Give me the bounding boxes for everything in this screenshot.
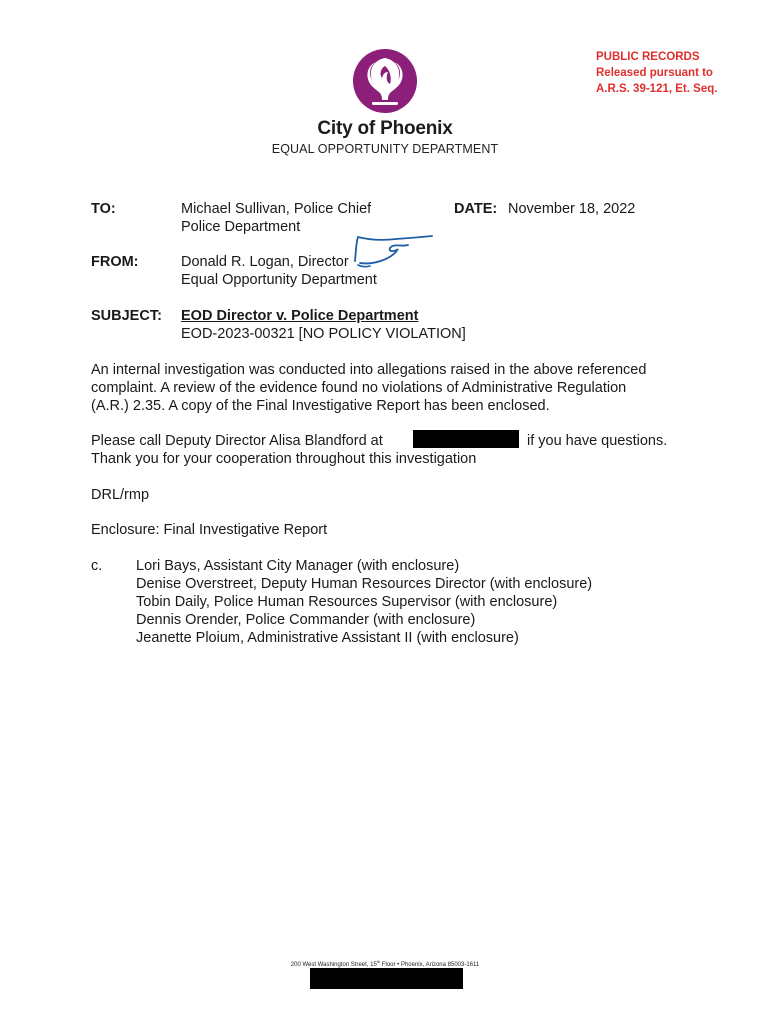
footer-address-sup: th — [376, 959, 381, 964]
footer-address-pre: 200 West Washington Street, 15 — [290, 962, 377, 968]
cc-recipient: Lori Bays, Assistant City Manager (with enclosure) — [136, 558, 460, 574]
cc-recipient: Tobin Daily, Police Human Resources Supervisor (with enclosure) — [136, 594, 558, 610]
from-name: Donald R. Logan, Director — [181, 254, 349, 270]
body-paragraph-1 — [91, 361, 691, 415]
footer-address — [0, 959, 770, 968]
stamp-line-3: A.R.S. 39-121, Et. Seq. — [596, 83, 718, 95]
para2-before: Please call Deputy Director Alisa Blandford at — [91, 433, 383, 449]
subject-title: EOD Director v. Police Department — [181, 308, 419, 324]
date-label: DATE: — [454, 201, 498, 217]
cc-recipient: Jeanette Ploium, Administrative Assistant II (with enclosure) — [136, 630, 519, 646]
from-label: FROM: — [91, 254, 139, 270]
para2-after: if you have questions. — [527, 433, 668, 449]
typist-initials: DRL/rmp — [91, 487, 150, 503]
subject-label: SUBJECT: — [91, 308, 162, 324]
signature-initials-icon — [352, 229, 436, 271]
redacted-phone-number — [413, 430, 519, 448]
to-department: Police Department — [181, 219, 301, 235]
public-records-stamp — [596, 49, 717, 97]
para2-line-2: Thank you for your cooperation throughout this investigation — [91, 451, 477, 467]
stamp-line-2: Released pursuant to — [596, 67, 713, 79]
redacted-footer-block — [310, 968, 463, 989]
cc-recipient: Dennis Orender, Police Commander (with enclosure) — [136, 612, 476, 628]
to-label: TO: — [91, 201, 116, 217]
phoenix-bird-logo-icon — [352, 48, 418, 114]
para1-line-1: An internal investigation was conducted into allegations raised in the above referenced — [91, 362, 647, 378]
date-value: November 18, 2022 — [508, 201, 636, 217]
cc-list — [136, 557, 592, 647]
department-name: EQUAL OPPORTUNITY DEPARTMENT — [271, 142, 499, 156]
from-department: Equal Opportunity Department — [181, 272, 377, 288]
city-name: City of Phoenix — [317, 118, 453, 139]
to-name: Michael Sullivan, Police Chief — [181, 201, 372, 217]
cc-label: c. — [91, 558, 103, 574]
subject-case-number: EOD-2023-00321 [NO POLICY VIOLATION] — [181, 326, 466, 342]
enclosure-line: Enclosure: Final Investigative Report — [91, 522, 328, 538]
stamp-line-1: PUBLIC RECORDS — [596, 51, 700, 63]
para1-line-2: complaint. A review of the evidence found no violations of Administrative Regulation — [91, 380, 627, 396]
para1-line-3: (A.R.) 2.35. A copy of the Final Investigative Report has been enclosed. — [91, 398, 550, 414]
footer-address-post: Floor • Phoenix, Arizona 85003-1611 — [380, 962, 480, 968]
cc-recipient: Denise Overstreet, Deputy Human Resources Director (with enclosure) — [136, 576, 593, 592]
